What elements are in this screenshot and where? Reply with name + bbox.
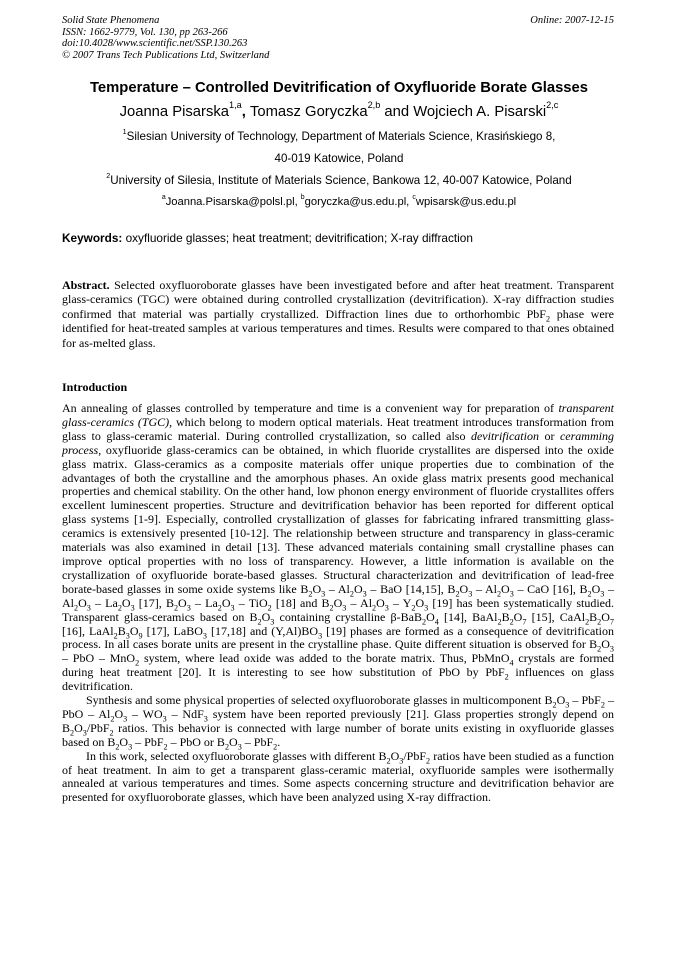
text-run: O [353, 581, 363, 596]
text-run: – PbF [132, 734, 164, 749]
affiliation-1-line-2: 40-019 Katowice, Poland [274, 152, 404, 165]
subscript: 2 [329, 603, 334, 613]
subscript: 3 [565, 700, 570, 710]
affiliation-text: Silesian University of Technology, Department of Materials Science, Krasińskiego 8, [126, 130, 556, 143]
text-run: – NdF [166, 706, 204, 721]
text-run: O [229, 734, 238, 749]
subscript: 3 [362, 589, 367, 599]
subscript: 2 [163, 742, 168, 752]
subscript: 2 [496, 589, 502, 599]
subscript: 7 [609, 616, 614, 626]
subscript: 2 [545, 314, 551, 324]
affiliation-mark: 1 [122, 126, 127, 136]
text-run: O [601, 637, 610, 652]
subscript: 3 [384, 603, 389, 613]
subscript: 2 [113, 630, 118, 640]
section-heading-introduction: Introduction [62, 380, 128, 394]
subscript: 2 [455, 589, 460, 599]
subscript: 2 [110, 714, 115, 724]
text-run: B [589, 609, 598, 624]
subscript: 3 [270, 616, 275, 626]
subscript: 3 [86, 603, 91, 613]
subscript: 2 [372, 603, 377, 613]
subscript: 3 [468, 589, 473, 599]
text-run: O [114, 706, 124, 721]
subscript: 2 [349, 589, 354, 599]
subscript: 2 [109, 728, 114, 738]
abstract [62, 278, 614, 350]
subscript: 2 [386, 756, 391, 766]
subscript: 4 [509, 658, 514, 668]
author-name: Joanna Pisarska [119, 104, 229, 120]
subscript: 2 [257, 616, 262, 626]
subscript: 3 [318, 630, 323, 640]
text-run: [19] has been systematically studied. Transparent glass-ceramics based on B [62, 595, 615, 624]
subscript: 4 [434, 616, 439, 626]
text-run: [17], B [134, 595, 174, 610]
keywords-label: Keywords: [62, 231, 123, 245]
text-run: /PbF [86, 720, 110, 735]
subscript: 3 [128, 742, 133, 752]
subscript: 2 [70, 728, 75, 738]
text-run: O [591, 581, 601, 596]
paragraph [62, 402, 614, 694]
subscript: 2 [224, 742, 230, 752]
text-run: – Al [325, 581, 350, 596]
affiliation-1-line-1 [20, 126, 658, 144]
author-affiliation-mark: 1,a [229, 100, 242, 111]
author-separator: and [380, 104, 414, 120]
email-link[interactable]: Joanna.Pisarska@polsl.pl, [165, 196, 301, 208]
text-run: [17], LaBO [142, 623, 203, 638]
subscript: 3 [399, 756, 404, 766]
subscript: 9 [138, 630, 143, 640]
subscript: 2 [74, 603, 79, 613]
subscript: 2 [552, 700, 557, 710]
text-run: O [556, 693, 566, 708]
journal-copyright: © 2007 Trans Tech Publications Ltd, Switzerland [62, 49, 270, 61]
email-link[interactable]: goryczka@us.edu.pl, [304, 196, 413, 208]
text-run: ratios have been studied as a function of heat treatment. In aim to get a transparent glass-ceramic material, oxyfluoride samples were isothermally annealed at various temperatures and times. Some aspects concerning structure and devitrification behavior are presented for oxyfluoroborate glasses, which have been analyzed using X-ray diffraction. [62, 748, 614, 805]
subscript: 2 [117, 603, 122, 613]
paragraph [62, 750, 614, 806]
text-run: O [221, 595, 231, 610]
email-link[interactable]: wpisarsk@us.edu.pl [415, 196, 517, 208]
subscript: 2 [115, 742, 120, 752]
keywords [62, 231, 616, 245]
text-run: – Al [472, 581, 497, 596]
author-affiliation-mark: 2,b [367, 100, 381, 111]
subscript: 2 [587, 589, 592, 599]
email-mark: a [161, 193, 166, 201]
subscript: 2 [597, 616, 602, 626]
text-run: O [119, 734, 129, 749]
subscript: 3 [342, 603, 347, 613]
text-run: O [513, 609, 523, 624]
text-run: O [78, 595, 87, 610]
text-run: – La [190, 595, 218, 610]
subscript: 2 [585, 616, 590, 626]
abstract-text: phase were identified for heat-treated samples at various temperatures and times. Results were compared to that ones obtained for as-melted glass. [62, 306, 614, 350]
subscript: 2 [597, 644, 602, 654]
text-run: , oxyfluoride glass-ceramics can be obtained, in which fluoride crystallites are dispersed into the oxide glass matrix. Glass-ceramics as a composite materials offer unique properties due to combination of the advantages of both the crystalline and the amorphous phases. An oxide glass matrix presents good mechanical properties and chemical stability. On the other hand, low phonon energy environment of fluoride crystallites offers excellent luminescent properties. Structure and devitrification behavior has been reported for different optical glass systems [1-9]. Especially, controlled crystallization of glasses for fabricating infrared transmitting glass-ceramics is extensively presented [10-12]. The relationship between structure and transparency in glass-ceramic materials was also examined in detail [13]. These advanced materials containing small crystalline phases can improve optical properties with no loss of transparency. However, a little information is available on the crystallization of oxyfluoride borate-based glasses. Structural characterization and devitrification of lead-free borate-based glasses in some oxide systems like B [62, 442, 614, 596]
text-run: ratios. This behavior is connected with large number of borate units existing in oxyfluoride glasses based on B [62, 720, 614, 749]
introduction-body [62, 402, 614, 805]
text-run: [19] phases are formed as a consequence of devitrification process. In all cases borate units are present in the crystalline phase. Quite different situation is observed for B [62, 623, 614, 652]
subscript: 2 [217, 603, 222, 613]
text-run: [18] and B [271, 595, 330, 610]
affiliation-text: University of Silesia, Institute of Materials Science, Bankowa 12, 40-007 Katowice, Poland [110, 174, 572, 187]
subscript: 3 [186, 603, 191, 613]
text-run: O [261, 609, 271, 624]
text-run: O [501, 581, 510, 596]
subscript: 2 [411, 603, 416, 613]
subscript: 3 [600, 589, 605, 599]
paper-title: Temperature – Controlled Devitrification of Oxyfluoride Borate Glasses [89, 80, 588, 96]
journal-doi: doi:10.4028/www.scientific.net/SSP.130.263 [62, 38, 248, 50]
text-run: In this work, selected oxyfluoroborate glasses with different B [86, 748, 387, 763]
text-run: – TiO [234, 595, 268, 610]
text-run: B [501, 609, 510, 624]
subscript: 3 [162, 714, 167, 724]
text-run: – PbO – Al [62, 693, 614, 721]
subscript: 3 [82, 728, 87, 738]
subscript: 2 [173, 603, 179, 613]
text-run: O [129, 623, 139, 638]
text-run: – La [90, 595, 118, 610]
text-run: O [601, 609, 610, 624]
affiliation-mark: 2 [106, 170, 111, 180]
author-affiliation-mark: 2,c [546, 100, 559, 111]
author-separator: , [241, 104, 250, 120]
text-run: – WO [127, 706, 163, 721]
text-run: – BaO [14,15], B [366, 581, 456, 596]
subscript: 2 [421, 616, 427, 626]
text-run: – PbO or B [167, 734, 225, 749]
text-run: – Al [62, 581, 615, 610]
text-run: An annealing of glasses controlled by temperature and time is a convenient way for preparation of [62, 401, 559, 415]
subscript: 3 [125, 630, 130, 640]
text-run: /PbF [403, 748, 426, 763]
text-run: system, where lead oxide was added to the borate matrix. Thus, PbMnO [139, 651, 510, 666]
text-run: or [538, 428, 560, 443]
text-run: O [178, 595, 187, 610]
text-run: O [333, 595, 343, 610]
email-mark: b [300, 193, 305, 201]
subscript: 3 [321, 589, 326, 599]
italic-text: ceramming process [62, 428, 614, 457]
text-run: containing crystalline β-BaB [274, 609, 422, 624]
subscript: 3 [202, 630, 207, 640]
subscript: 2 [600, 700, 605, 710]
subscript: 3 [424, 603, 429, 613]
journal-issn: ISSN: 1662-9779, Vol. 130, pp 263-266 [62, 26, 228, 38]
author-emails [20, 195, 658, 209]
text-run: [14], BaAl [438, 609, 498, 624]
subscript: 2 [426, 756, 431, 766]
email-mark: c [412, 193, 416, 201]
italic-text: transparent glass-ceramics (TGC) [62, 401, 614, 429]
subscript: 2 [135, 658, 140, 668]
subscript: 2 [267, 603, 272, 613]
text-run: [16], LaAl [62, 623, 114, 638]
online-date: Online: 2007-12-15 [530, 15, 614, 26]
text-run: [15], CaAl [526, 609, 586, 624]
text-run: – Y [388, 595, 412, 610]
subscript: 7 [522, 616, 527, 626]
text-run: influences on glass devitrification. [62, 665, 615, 694]
subscript: 3 [509, 589, 514, 599]
text-run: O [121, 595, 131, 610]
subscript: 2 [504, 672, 509, 682]
subscript: 3 [203, 714, 208, 724]
author-list [40, 102, 638, 122]
text-run: Synthesis and some physical properties of selected oxyfluoroborate glasses in multicomponent B [86, 693, 553, 708]
subscript: 2 [497, 616, 502, 626]
text-run: O [459, 581, 469, 596]
text-run: – CaO [16], B [513, 581, 588, 596]
abstract-label: Abstract. [62, 278, 110, 292]
subscript: 3 [130, 603, 135, 613]
text-run: O [74, 720, 83, 735]
text-run: , which belong to modern optical materials. Heat treatment introduces transformation from glass to glass-ceramic material. During controlled crystallization, so called also [62, 414, 614, 443]
journal-header [62, 15, 614, 61]
subscript: 2 [509, 616, 514, 626]
abstract-text: Selected oxyfluoroborate glasses have been investigated before and after heat treatment. Transparent glass-ceramics (TGC) were obtained during controlled crystallization (devitrification). X-ray diffraction studies confirmed that material was partially crystallized. Diffraction lines due to orthorhombic PbF [62, 278, 614, 321]
author-name: Wojciech A. Pisarski [413, 104, 547, 120]
affiliation-2 [20, 170, 658, 188]
journal-name: Solid State Phenomena [62, 15, 160, 26]
text-run: – Al [346, 595, 373, 610]
text-run: O [312, 581, 322, 596]
subscript: 2 [308, 589, 313, 599]
text-run: O [390, 748, 400, 763]
text-run: – PbF [569, 693, 601, 708]
subscript: 2 [273, 742, 278, 752]
subscript: 3 [230, 603, 235, 613]
text-run: . [277, 734, 281, 749]
text-run: system have been reported previously [21]. Glass properties strongly depend on B [62, 706, 615, 735]
subscript: 3 [123, 714, 128, 724]
text-run: – PbO – MnO [62, 651, 136, 666]
subscript: 3 [609, 644, 614, 654]
paragraph [62, 694, 614, 750]
text-run: B [117, 623, 126, 638]
text-run: [17,18] and (Y,Al)BO [206, 623, 319, 638]
keywords-text: oxyfluoride glasses; heat treatment; devitrification; X-ray diffraction [122, 231, 473, 245]
text-run: – PbF [241, 734, 274, 749]
italic-text: devitrification [470, 428, 539, 443]
text-run: O [376, 595, 385, 610]
author-name: Tomasz Goryczka [249, 104, 368, 120]
text-run: crystals are formed during heat treatment [20]. It is interesting to see how substitution of PbO by PbF [62, 651, 614, 680]
text-run: O [415, 595, 425, 610]
text-run: O [426, 609, 435, 624]
subscript: 3 [237, 742, 242, 752]
